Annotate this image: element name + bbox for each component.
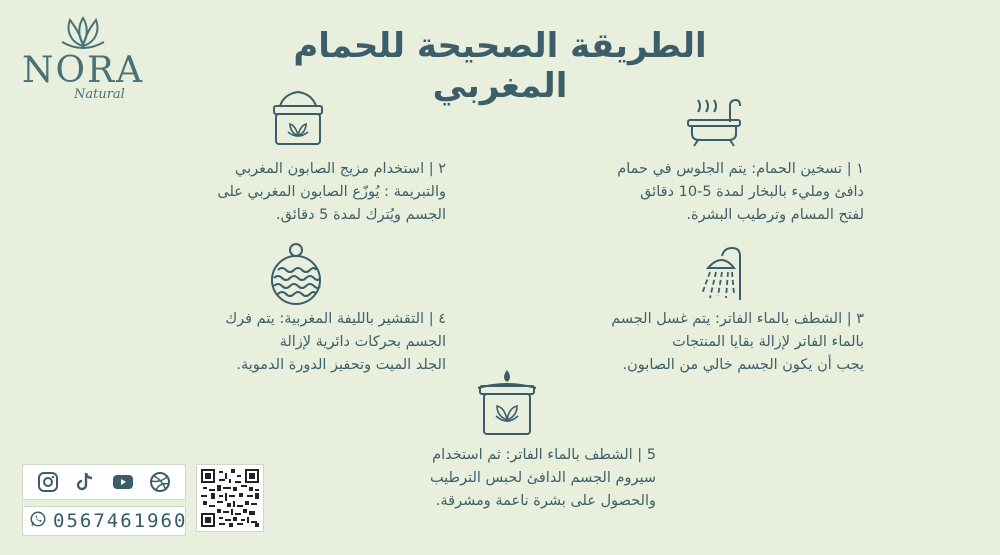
soap-jar-icon	[270, 88, 326, 148]
tiktok-icon[interactable]	[73, 470, 97, 494]
step-3-line-2: بالماء الفاتر لإزالة بقايا المنتجات	[672, 334, 864, 350]
step-2-line-1: ٢ | استخدام مزيج الصابون المغربي	[235, 161, 446, 177]
step-3-line-1: ٣ | الشطف بالماء الفاتر: يتم غسل الجسم	[611, 311, 864, 327]
leaf-emblem-icon	[58, 14, 108, 50]
step-4-line-1: ٤ | التقشير بالليفة المغربية: يتم فرك	[225, 311, 446, 327]
whatsapp-icon[interactable]	[29, 510, 47, 532]
serum-jar-icon	[474, 368, 540, 438]
qr-code-icon	[201, 469, 259, 527]
step-1-line-2: دافئ ومليء بالبخار لمدة 5-10 دقائق	[640, 184, 864, 200]
instagram-icon[interactable]	[36, 470, 60, 494]
social-links	[22, 464, 186, 500]
brand-logo	[18, 12, 148, 102]
step-5-line-1: 5 | الشطف بالماء الفاتر: ثم استخدام	[432, 447, 656, 463]
step-1-text	[560, 158, 864, 227]
step-4-line-3: الجلد الميت وتحفيز الدورة الدموية.	[236, 357, 446, 373]
dribbble-icon[interactable]	[148, 470, 172, 494]
youtube-icon[interactable]	[111, 470, 135, 494]
loofah-icon	[268, 240, 324, 306]
phone-contact	[22, 506, 186, 536]
step-5-line-3: والحصول على بشرة ناعمة ومشرقة.	[435, 493, 656, 509]
brand-name: NORA	[22, 50, 145, 91]
page-title: الطريقة الصحيحة للحمام المغربي	[293, 26, 707, 106]
step-1-line-3: لفتح المسام وترطيب البشرة.	[686, 207, 864, 223]
step-3-line-3: يجب أن يكون الجسم خالي من الصابون.	[622, 357, 864, 373]
step-4-text	[160, 308, 446, 377]
step-5-line-2: سيروم الجسم الدافئ لحبس الترطيب	[429, 470, 656, 486]
step-2-text	[160, 158, 446, 227]
bathtub-icon	[684, 96, 744, 148]
step-4-line-2: الجسم بحركات دائرية لإزالة	[279, 334, 446, 350]
step-5-text	[360, 444, 656, 513]
step-3-text	[560, 308, 864, 377]
qr-code[interactable]	[196, 464, 264, 532]
shower-icon	[684, 246, 746, 302]
phone-number[interactable]: 0567461960	[53, 510, 188, 532]
brand-tagline: Natural	[74, 87, 125, 102]
step-2-line-2: والتبريمة : يُوزّع الصابون المغربي على	[217, 184, 446, 200]
step-1-line-1: ١ | تسخين الحمام: يتم الجلوس في حمام	[617, 161, 864, 177]
step-2-line-3: الجسم ويُترك لمدة 5 دقائق.	[276, 207, 446, 223]
